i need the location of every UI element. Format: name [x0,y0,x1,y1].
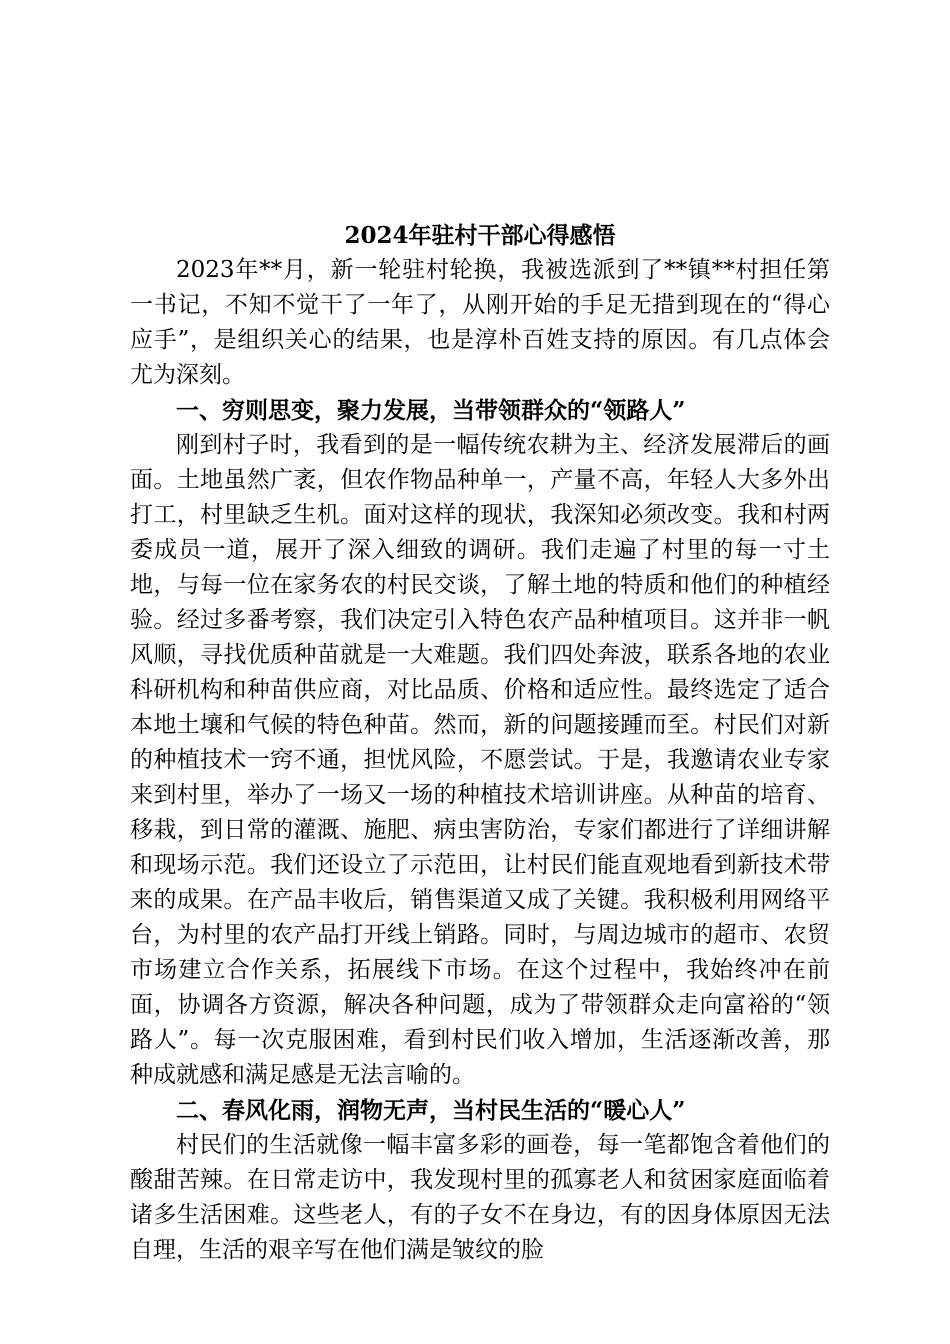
document-title: 2024年驻村干部心得感悟 [344,222,616,249]
section-1-heading: 一、穷则思变，聚力发展，当带领群众的“领路人” [176,397,686,424]
section-1-body: 刚到村子时，我看到的是一幅传统农耕为主、经济发展滞后的画面。土地虽然广袤，但农作物品种单一，产量不高，年轻人大多外出打工，村里缺乏生机。面对这样的现状，我深知必须改变。我和村两委成员一道，展开了深入细致的调研。我们走遍了村里的每一寸土地，与每一位在家务农的村民交谈，了解土地的特质和他们的种植经验。经过多番考察，我们决定引入特色农产品种植项目。这并非一帆风顺，寻找优质种苗就是一大难题。我们四处奔波，联系各地的农业科研机构和种苗供应商，对比品质、价格和适应性。最终选定了适合本地土壤和气候的特色种苗。然而，新的问题接踵而至。村民们对新的种植技术一窍不通，担忧风险，不愿尝试。于是，我邀请农业专家来到村里，举办了一场又一场的种植技术培训讲座。从种苗的培育、移栽，到日常的灌溉、施肥、病虫害防治，专家们都进行了详细讲解和现场示范。我们还设立了示范田，让村民们能直观地看到新技术带来的成果。在产品丰收后，销售渠道又成了关键。我积极利用网络平台，为村里的农产品打开线上销路。同时，与周边城市的超市、农贸市场建立合作关系，拓展线下市场。在这个过程中，我始终冲在前面，协调各方资源，解决各种问题，成为了带领群众走向富裕的“领路人”。每一次克服困难，看到村民们收入增加，生活逐渐改善，那种成就感和满足感是无法言喻的。 [130,432,830,1088]
section-2-body: 村民们的生活就像一幅丰富多彩的画卷，每一笔都饱含着他们的酸甜苦辣。在日常走访中，我发现村里的孤寡老人和贫困家庭面临着诸多生活困难。这些老人，有的子女不在身边，有的因身体原因无法自理，生活的艰辛写在他们满是皱纹的脸 [130,1132,830,1263]
intro-paragraph: 2023年**月，新一轮驻村轮换，我被选派到了**镇**村担任第一书记，不知不觉干了一年了，从刚开始的手足无措到现在的“得心应手”，是组织关心的结果，也是淳朴百姓支持的原因。有几点体会尤为深刻。 [130,257,830,388]
document-page [130,218,830,1268]
section-2-heading: 二、春风化雨，润物无声，当村民生活的“暖心人” [176,1097,686,1124]
